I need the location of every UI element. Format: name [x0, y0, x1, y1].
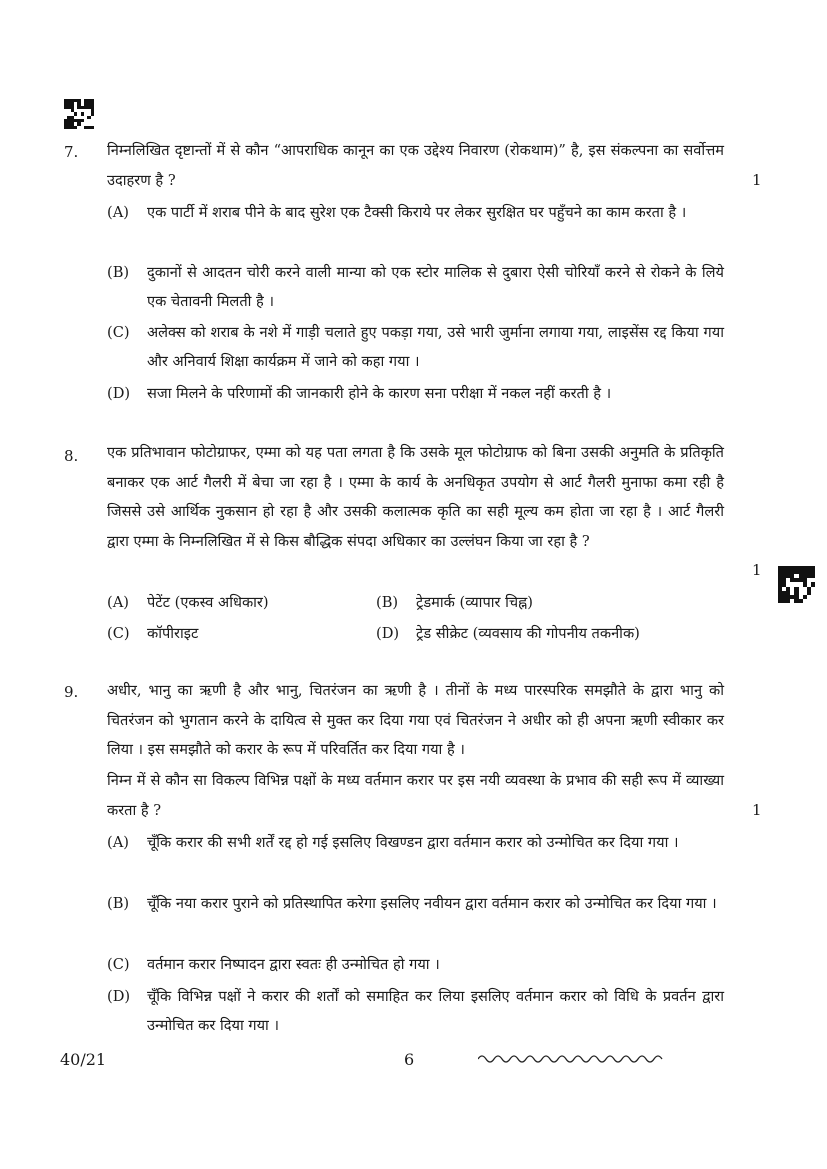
- option-label: (B): [107, 264, 130, 281]
- question-7-option-a: [107, 198, 724, 227]
- question-8-option-d: [376, 619, 640, 648]
- option-label: (A): [107, 204, 129, 221]
- question-9-text-continued: निम्न में से कौन सा विकल्प विभिन्न पक्षों के मध्य वर्तमान करार पर इस नयी व्यवस्था के प्रभाव की सही रूप में व्याख्या करता है ?: [107, 772, 724, 819]
- question-8-option-a: [107, 588, 269, 617]
- option-label: (C): [107, 956, 130, 973]
- question-7-marks: 1: [752, 171, 762, 189]
- question-7-option-d: [107, 379, 724, 408]
- question-9-marks: 1: [752, 801, 762, 819]
- option-label: (D): [107, 385, 131, 402]
- question-9-option-b: [107, 889, 724, 918]
- option-label: (A): [107, 594, 129, 611]
- option-label: (D): [376, 625, 400, 642]
- question-7-option-c: [107, 318, 724, 377]
- question-7-number: 7.: [64, 143, 79, 161]
- question-9-number: 9.: [64, 683, 79, 701]
- question-9-option-c: [107, 950, 724, 979]
- option-text: ट्रेड सीक्रेट (व्यवसाय की गोपनीय तकनीक): [416, 625, 640, 642]
- option-label: (D): [107, 988, 131, 1005]
- option-label: (C): [107, 625, 130, 642]
- question-9-option-d: [107, 982, 724, 1041]
- option-label: (B): [107, 895, 130, 912]
- option-text: सजा मिलने के परिणामों की जानकारी होने के कारण सना परीक्षा में नकल नहीं करती है ।: [147, 385, 612, 402]
- option-text: ट्रेडमार्क (व्यापार चिह्न): [416, 594, 533, 611]
- question-7-option-b: [107, 258, 724, 317]
- paper-code: 40/21: [60, 1050, 107, 1069]
- question-8-number: 8.: [64, 447, 79, 465]
- option-text: अलेक्स को शराब के नशे में गाड़ी चलाते हुए पकड़ा गया, उसे भारी जुर्माना लगाया गया, लाइसेंस रद्द किया गया और अनिवार्य शिक्षा कार्यक्रम में जाने को कहा गया ।: [147, 324, 724, 371]
- wavy-line-decoration: [478, 1052, 668, 1066]
- option-text: एक पार्टी में शराब पीने के बाद सुरेश एक टैक्सी किराये पर लेकर सुरक्षित घर पहुँचने का काम करता है ।: [147, 204, 687, 221]
- question-8-marks: 1: [752, 561, 762, 579]
- page-number: 6: [404, 1050, 415, 1069]
- option-label: (B): [376, 594, 399, 611]
- option-text: कॉपीराइट: [147, 625, 199, 642]
- qr-code-right: [778, 566, 815, 603]
- option-text: चूँकि नया करार पुराने को प्रतिस्थापित करेगा इसलिए नवीयन द्वारा वर्तमान करार को उन्मोचित कर दिया गया ।: [147, 895, 717, 912]
- option-label: (A): [107, 834, 129, 851]
- option-text: दुकानों से आदतन चोरी करने वाली मान्या को एक स्टोर मालिक से दुबारा ऐसी चोरियाँ करने से रोकने के लिये एक चेतावनी मिलती है ।: [147, 264, 724, 311]
- option-text: चूँकि करार की सभी शर्तें रद्द हो गई इसलिए विखण्डन द्वारा वर्तमान करार को उन्मोचित कर दिया गया ।: [147, 834, 679, 851]
- question-9-option-a: [107, 828, 724, 857]
- question-8-text: एक प्रतिभावान फोटोग्राफर, एम्मा को यह पता लगता है कि उसके मूल फोटोग्राफ को बिना उसकी अनुमति के प्रतिकृति बनाकर एक आर्ट गैलरी में बेचा जा रहा है । एम्मा के कार्य के अनधिकृत उपयोग से आर्ट गैलरी मुनाफा कमा रही है जिससे उसे आर्थिक नुकसान हो रहा है और उसकी कलात्मक कृति का सही मूल्य कम होता जा रहा है । आर्ट गैलरी द्वारा एम्मा के निम्नलिखित में से किस बौद्धिक संपदा अधिकार का उल्लंघन किया जा रहा है ?: [107, 444, 724, 550]
- option-label: (C): [107, 324, 130, 341]
- qr-code-top: [64, 99, 94, 129]
- option-text: चूँकि विभिन्न पक्षों ने करार की शर्तों को समाहित कर लिया इसलिए वर्तमान करार को विधि के प्रवर्तन द्वारा उन्मोचित कर दिया गया ।: [147, 988, 724, 1035]
- option-text: वर्तमान करार निष्पादन द्वारा स्वतः ही उन्मोचित हो गया ।: [147, 956, 440, 973]
- question-8-option-b: [376, 588, 533, 617]
- option-text: पेटेंट (एकस्व अधिकार): [147, 594, 269, 611]
- question-9-text: अधीर, भानु का ऋणी है और भानु, चितरंजन का ऋणी है । तीनों के मध्य पारस्परिक समझौते के द्वारा भानु को चितरंजन को भुगतान करने के दायित्व से मुक्त कर दिया गया एवं चितरंजन ने अधीर को ही अपना ऋणी स्वीकार कर लिया । इस समझौते को करार के रूप में परिवर्तित कर दिया गया है ।: [107, 682, 724, 759]
- question-7-text: निम्नलिखित दृष्टान्तों में से कौन “आपराधिक कानून का एक उद्देश्य निवारण (रोकथाम)” है, इस संकल्पना का सर्वोत्तम उदाहरण है ?: [107, 142, 724, 189]
- question-8-option-c: [107, 619, 198, 648]
